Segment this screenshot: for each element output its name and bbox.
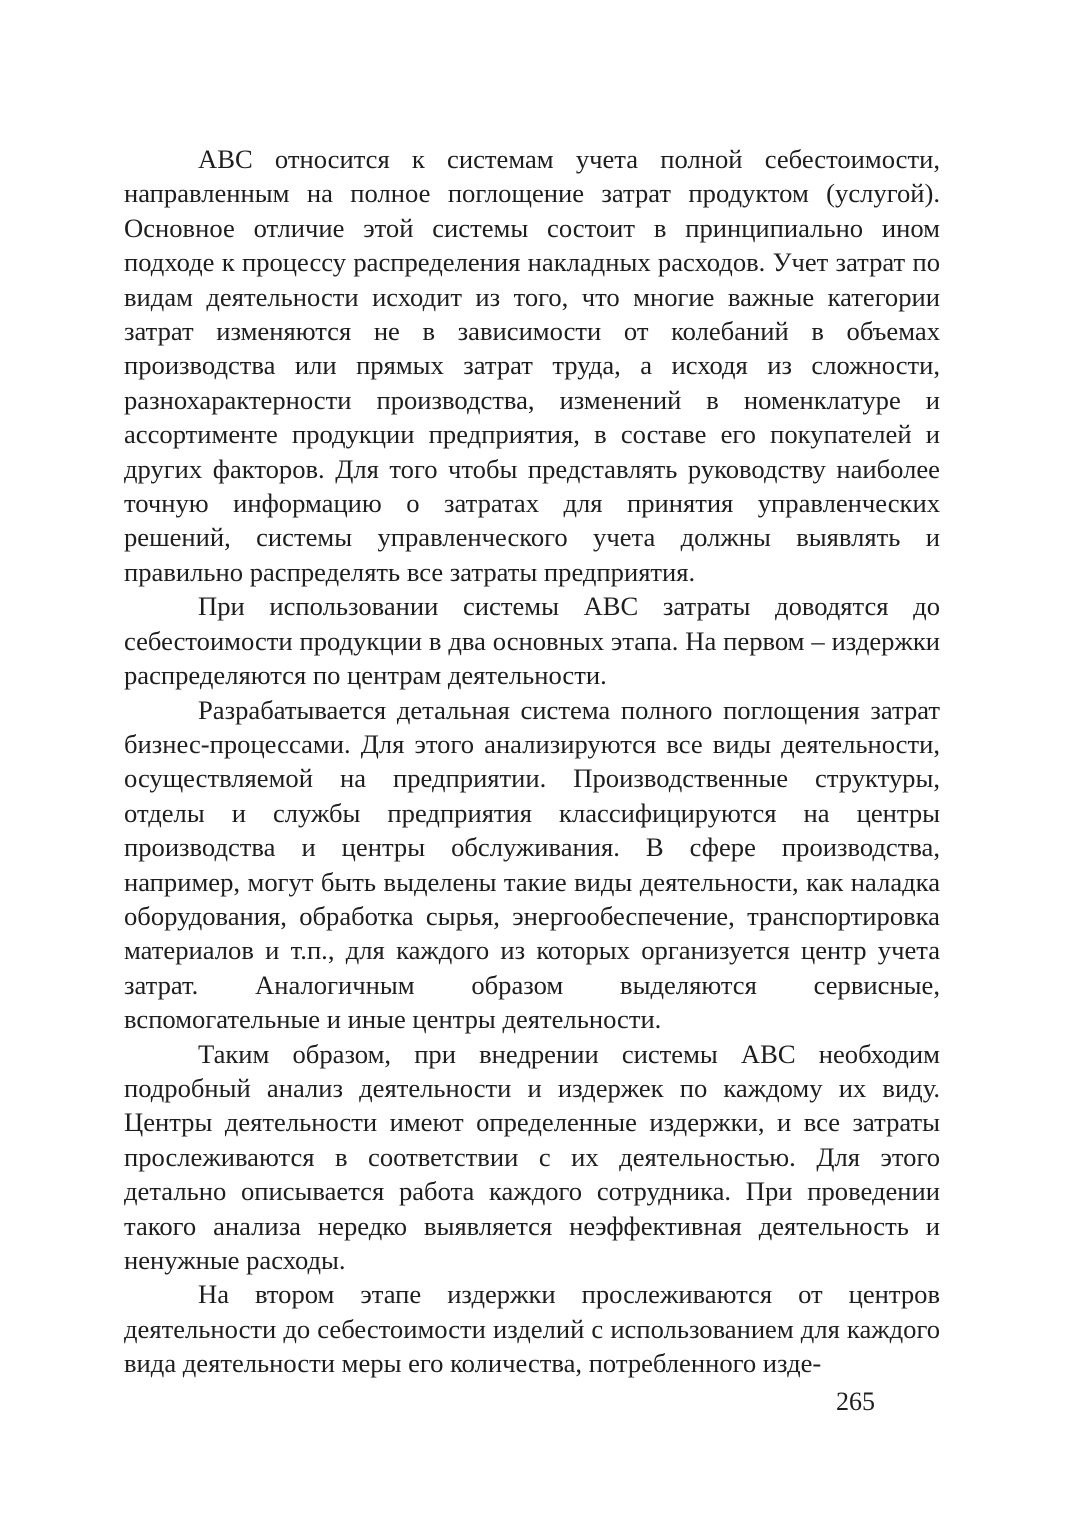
paragraph: Разрабатывается детальная система полного поглощения затрат бизнес-процессами. Для этого анализируются все виды деятельности, осуществляемой на предприятии. Производственные структуры, отделы и службы предприятия классифицируются на центры производства и центры обслуживания. В сфере производства, например, могут быть выделены такие виды деятельности, как наладка оборудования, обработка сырья, энергообеспечение, транспортировка материалов и т.п., для каждого из которых организуется центр учета затрат. Аналогичным образом выделяются сервисные, вспомогательные и иные центры деятельности. [124, 694, 940, 1035]
body-text [124, 142, 940, 1381]
paragraph: ABC относится к системам учета полной себестоимости, направленным на полное поглощение затрат продуктом (услугой). Основное отличие этой системы состоит в принципиально ином подходе к процессу распределения накладных расходов. Учет затрат по видам деятельности исходит из того, что многие важные категории затрат изменяются не в зависимости от колебаний в объемах производства или прямых затрат труда, а исходя из сложности, разнохарактерности производства, изменений в номенклатуре и ассортименте продукции предприятия, в составе его покупателей и других факторов. Для того чтобы представлять руководству наиболее точную информацию о затратах для принятия управленческих решений, системы управленческого учета должны выявлять и правильно распределять все затраты предприятия. [124, 144, 940, 587]
paragraph: На втором этапе издержки прослеживаются от центров деятельности до себестоимости изделий с использованием для каждого вида деятельности меры его количества, потребленного изде- [124, 1279, 940, 1379]
page-number: 265 [836, 1387, 875, 1416]
paragraph: При использовании системы ABC затраты доводятся до себестоимости продукции в два основных этапа. На первом – издержки распределяются по центрам деятельности. [124, 591, 940, 691]
paragraph: Таким образом, при внедрении системы ABC необходим подробный анализ деятельности и издержек по каждому их виду. Центры деятельности имеют определенные издержки, и все затраты прослеживаются в соответствии с их деятельностью. Для этого детально описывается работа каждого сотрудника. При проведении такого анализа нередко выявляется неэффективная деятельность и ненужные расходы. [124, 1038, 940, 1275]
